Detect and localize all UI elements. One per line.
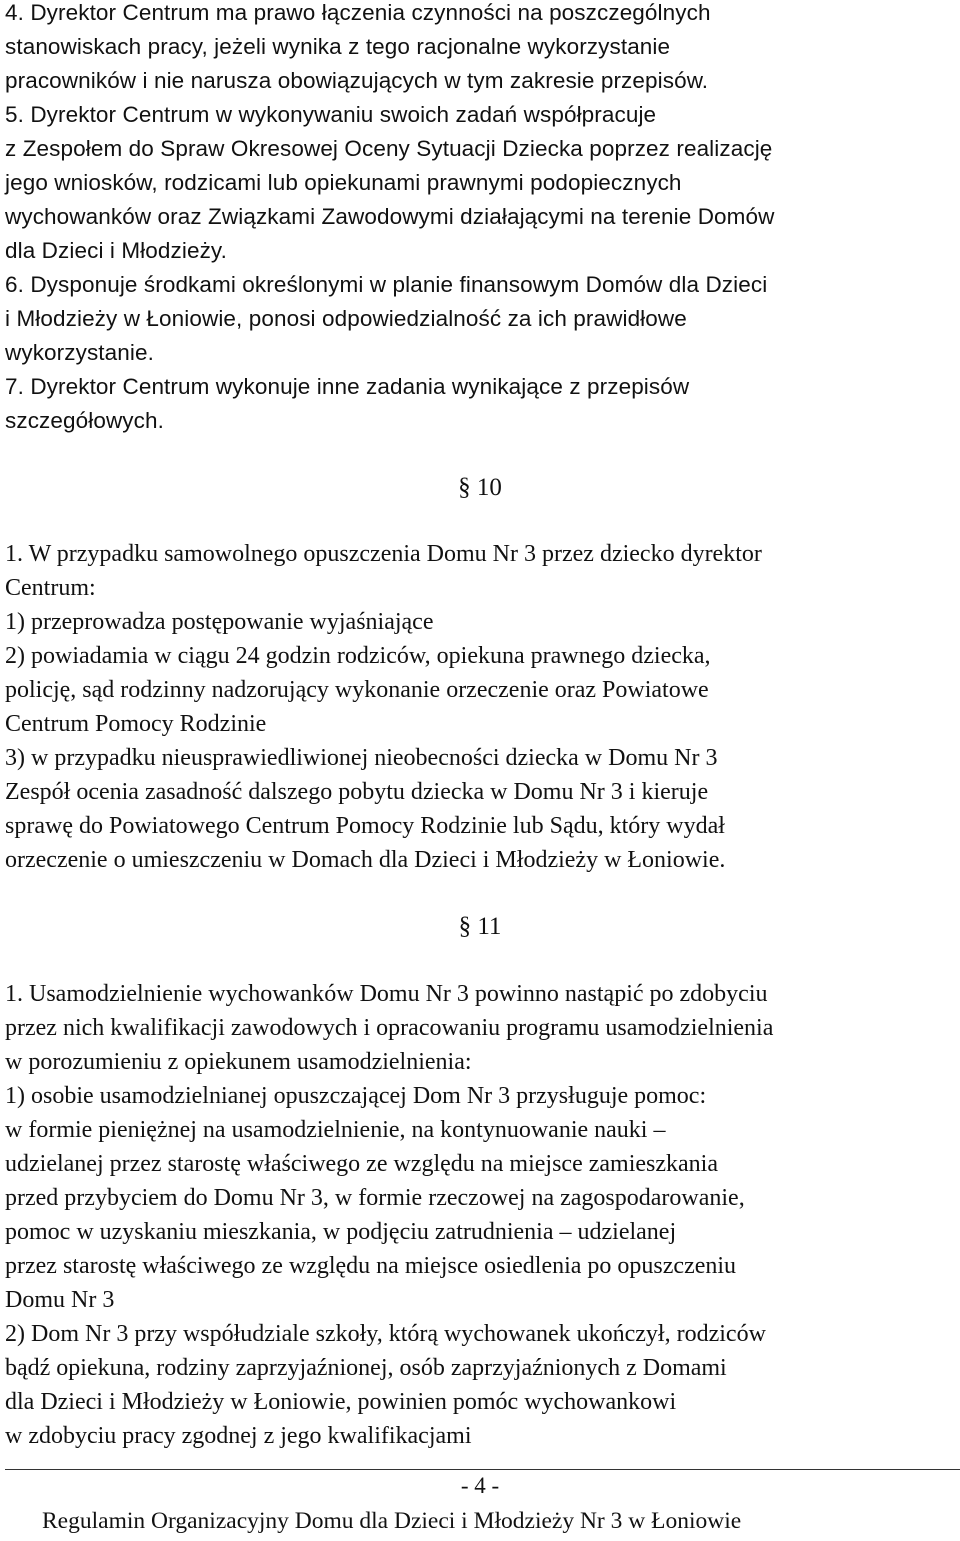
text-line: w formie pieniężnej na usamodzielnienie, na kontynuowanie nauki – xyxy=(5,1117,666,1143)
text-line: 1. W przypadku samowolnego opuszczenia Domu Nr 3 przez dziecko dyrektor xyxy=(5,541,762,567)
text-line: Domu Nr 3 xyxy=(5,1287,115,1313)
text-line: orzeczenie o umieszczeniu w Domach dla Dzieci i Młodzieży w Łoniowie. xyxy=(5,847,726,873)
text-line: 5. Dyrektor Centrum w wykonywaniu swoich zadań współpracuje xyxy=(5,102,657,127)
text-line: z Zespołem do Spraw Okresowej Oceny Sytuacji Dziecka poprzez realizację xyxy=(5,136,773,161)
section-heading-10: § 10 xyxy=(458,474,502,501)
document-footer: Regulamin Organizacyjny Domu dla Dzieci i Młodzieży Nr 3 w Łoniowie xyxy=(42,1508,742,1534)
page-number: - 4 - xyxy=(460,1473,500,1498)
text-line: 3) w przypadku nieusprawiedliwionej nieobecności dziecka w Domu Nr 3 xyxy=(5,745,718,771)
text-line: wychowanków oraz Związkami Zawodowymi działającymi na terenie Domów xyxy=(5,204,775,229)
text-line: 1) osobie usamodzielnianej opuszczającej Dom Nr 3 przysługuje pomoc: xyxy=(5,1083,707,1109)
text-line: i Młodzieży w Łoniowie, ponosi odpowiedzialność za ich prawidłowe xyxy=(5,306,687,331)
text-line: przez nich kwalifikacji zawodowych i opracowaniu programu usamodzielnienia xyxy=(5,1015,774,1041)
text-line: w porozumieniu z opiekunem usamodzielnienia: xyxy=(5,1049,472,1075)
text-line: 1. Usamodzielnienie wychowanków Domu Nr 3 powinno nastąpić po zdobyciu xyxy=(5,981,768,1007)
text-line: 6. Dysponuje środkami określonymi w planie finansowym Domów dla Dzieci xyxy=(5,272,768,297)
text-line: sprawę do Powiatowego Centrum Pomocy Rodzinie lub Sądu, który wydał xyxy=(5,813,725,839)
text-line: dla Dzieci i Młodzieży w Łoniowie, powinien pomóc wychowankowi xyxy=(5,1389,677,1415)
text-line: wykorzystanie. xyxy=(5,340,154,365)
text-line: 2) powiadamia w ciągu 24 godzin rodziców, opiekuna prawnego dziecka, xyxy=(5,643,711,669)
section-heading-11: § 11 xyxy=(458,913,502,940)
text-line: przed przybyciem do Domu Nr 3, w formie rzeczowej na zagospodarowanie, xyxy=(5,1185,745,1211)
text-line: 2) Dom Nr 3 przy współudziale szkoły, którą wychowanek ukończył, rodziców xyxy=(5,1321,766,1347)
text-line: przez starostę właściwego ze względu na miejsce osiedlenia po opuszczeniu xyxy=(5,1253,737,1279)
text-line: bądź opiekuna, rodziny zaprzyjaźnionej, osób zaprzyjaźnionych z Domami xyxy=(5,1355,727,1381)
text-line: Centrum: xyxy=(5,575,96,601)
text-line: stanowiskach pracy, jeżeli wynika z tego racjonalne wykorzystanie xyxy=(5,34,671,59)
text-line: 4. Dyrektor Centrum ma prawo łączenia czynności na poszczególnych xyxy=(5,0,711,25)
text-line: pracowników i nie narusza obowiązujących w tym zakresie przepisów. xyxy=(5,68,709,93)
text-line: szczegółowych. xyxy=(5,408,164,433)
text-line: policję, sąd rodzinny nadzorujący wykonanie orzeczenie oraz Powiatowe xyxy=(5,677,709,703)
text-line: w zdobyciu pracy zgodnej z jego kwalifikacjami xyxy=(5,1423,472,1449)
text-line: jego wniosków, rodzicami lub opiekunami prawnymi podopiecznych xyxy=(5,170,682,195)
text-line: pomoc w uzyskaniu mieszkania, w podjęciu zatrudnienia – udzielanej xyxy=(5,1219,677,1245)
text-line: 1) przeprowadza postępowanie wyjaśniające xyxy=(5,609,434,635)
text-line: Centrum Pomocy Rodzinie xyxy=(5,711,267,737)
text-line: udzielanej przez starostę właściwego ze względu na miejsce zamieszkania xyxy=(5,1151,718,1177)
text-line: 7. Dyrektor Centrum wykonuje inne zadania wynikające z przepisów xyxy=(5,374,690,399)
text-line: Zespół ocenia zasadność dalszego pobytu dziecka w Domu Nr 3 i kieruje xyxy=(5,779,709,805)
text-line: dla Dzieci i Młodzieży. xyxy=(5,238,227,263)
